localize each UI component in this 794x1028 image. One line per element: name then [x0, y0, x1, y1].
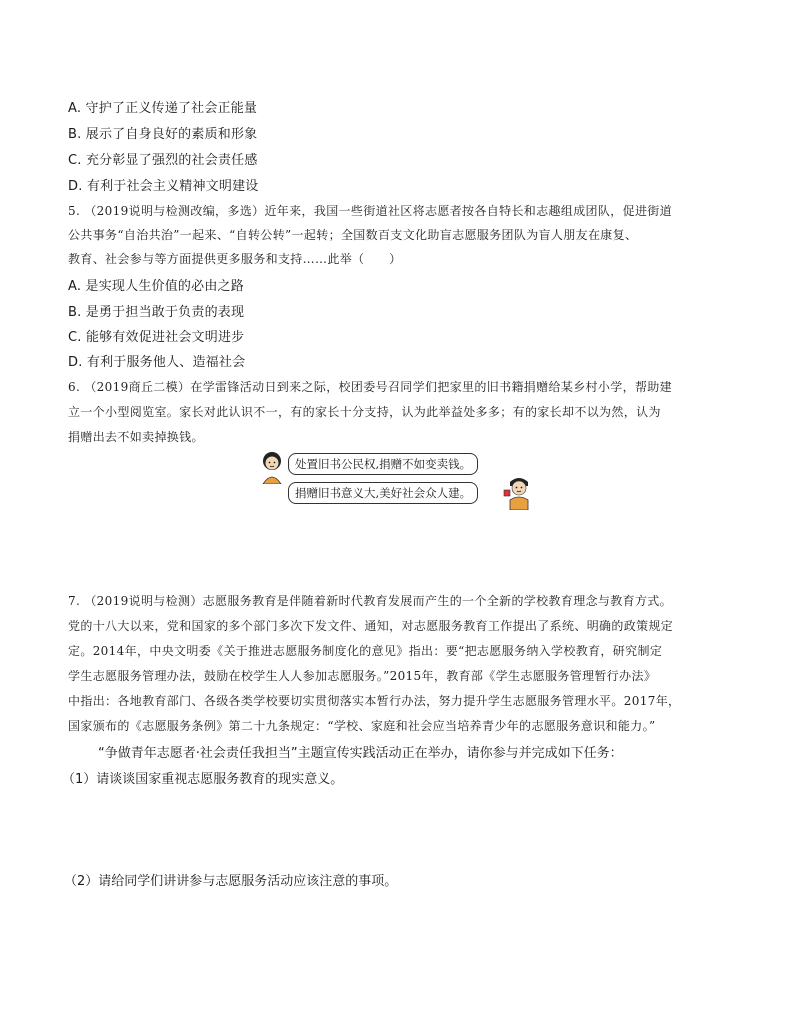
boy-figure-icon: [502, 474, 536, 510]
q5-stem-line-1: 5. （2019说明与检测改编，多选）近年来，我国一些街道社区将志愿者按各自特长和志趣组成团队，促进街道: [68, 204, 673, 218]
q6-stem-line-1: 6. （2019商丘二模）在学雷锋活动日到来之际，校团委号召同学们把家里的旧书籍捐赠给某乡村小学，帮助建: [68, 380, 673, 394]
q5-option-d[interactable]: D. 有利于服务他人、造福社会: [68, 355, 246, 370]
parent-2-speech-bubble: 捐赠旧书意义大,美好社会众人建。: [288, 482, 478, 504]
q7-stem-line-2: 党的十八大以来，党和国家的多个部门多次下发文件、通知，对志愿服务教育工作提出了系统、明确的政策规定: [68, 619, 674, 633]
q4-option-a[interactable]: A. 守护了正义传递了社会正能量: [68, 101, 258, 116]
q7-task-2: （2）请给同学们讲讲参与志愿服务活动应该注意的事项。: [64, 874, 398, 889]
q7-task-1: （1）请谈谈国家重视志愿服务教育的现实意义。: [62, 772, 344, 787]
girl-figure-icon: [258, 450, 286, 484]
q5-option-a[interactable]: A. 是实现人生价值的必由之路: [68, 279, 244, 294]
q4-option-c[interactable]: C. 充分彰显了强烈的社会责任感: [68, 153, 258, 168]
parent-1-speech-bubble: 处置旧书公民权,捐赠不如变卖钱。: [288, 453, 478, 475]
q7-stem-line-3: 定。2014年，中央文明委《关于推进志愿服务制度化的意见》指出：要“把志愿服务纳入学校教育，研究制定: [68, 644, 663, 658]
q6-stem-line-2: 立一个小型阅览室。家长对此认识不一，有的家长十分支持，认为此举益处多多；有的家长却不以为然，认为: [68, 405, 661, 419]
q7-intro: “争做青年志愿者·社会责任我担当”主题宣传实践活动正在举办，请你参与并完成如下任务：: [98, 746, 623, 761]
q4-option-d[interactable]: D. 有利于社会主义精神文明建设: [68, 179, 259, 194]
q7-stem-line-6: 国家颁布的《志愿服务条例》第二十九条规定：“学校、家庭和社会应当培养青少年的志愿服务意识和能力。”: [68, 719, 656, 733]
q6-stem-line-3: 捐赠出去不如卖掉换钱。: [68, 430, 204, 444]
q4-option-b[interactable]: B. 展示了自身良好的素质和形象: [68, 127, 258, 142]
q7-stem-line-4: 学生志愿服务管理办法，鼓励在校学生人人参加志愿服务。”2015年，教育部《学生志愿服务管理暂行办法》: [68, 669, 657, 683]
q5-stem-line-3: 教育、社会参与等方面提供更多服务和支持……此举（ ）: [68, 252, 402, 266]
q6-illustration: [258, 450, 538, 510]
q7-stem-line-5: 中指出：各地教育部门、各级各类学校要切实贯彻落实本暂行办法，努力提升学生志愿服务管理水平。2017年，: [68, 694, 681, 708]
q5-option-c[interactable]: C. 能够有效促进社会文明进步: [68, 330, 245, 345]
q5-stem-line-2: 公共事务“自治共治”一起来、“自转公转”一起转；全国数百支文化助盲志愿服务团队为盲人朋友在康复、: [68, 228, 638, 242]
q5-option-b[interactable]: B. 是勇于担当敢于负责的表现: [68, 305, 245, 320]
q7-stem-line-1: 7. （2019说明与检测）志愿服务教育是伴随着新时代教育发展而产生的一个全新的学校教育理念与教育方式。: [68, 594, 673, 608]
